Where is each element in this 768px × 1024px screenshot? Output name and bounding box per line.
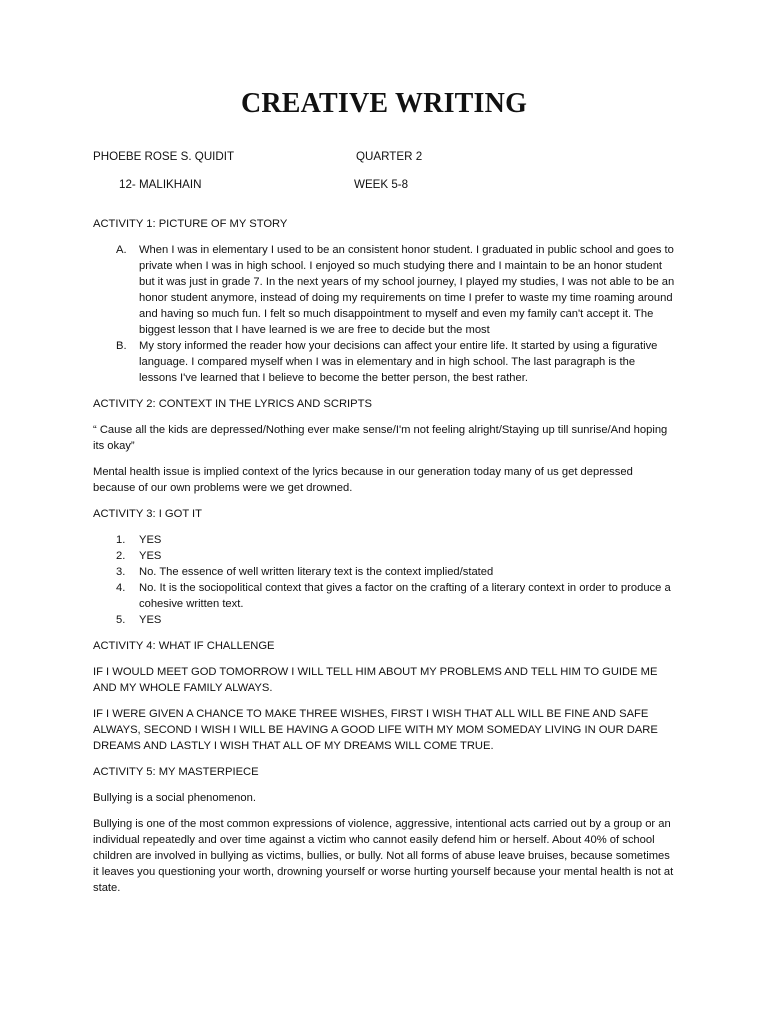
section-label: 12- MALIKHAIN [119,178,202,191]
list-marker: B. [116,340,127,352]
list-item-text: YES [139,550,162,562]
list-item [93,564,675,580]
lyrics-quote: “ Cause all the kids are depressed/Nothing ever make sense/I'm not feeling alright/Staying up till sunrise/And hoping its okay” [93,424,668,452]
activity4-paragraph: IF I WOULD MEET GOD TOMORROW I WILL TELL HIM ABOUT MY PROBLEMS AND TELL HIM TO GUIDE ME AND MY WHOLE FAMILY ALWAYS. [93,666,658,694]
list-marker: 4. [116,582,126,594]
list-item [93,338,675,386]
list-marker: 1. [116,534,126,546]
list-item [93,612,675,628]
document-title: CREATIVE WRITING [240,88,528,119]
list-item-text: YES [139,614,162,626]
student-name: PHOEBE ROSE S. QUIDIT [93,150,235,163]
list-item-text: No. The essence of well written literary text is the context implied/stated [139,566,494,578]
list-item-text: YES [139,534,162,546]
list-item-text: When I was in elementary I used to be an consistent honor student. I graduated in public school and goes to private when I was in high school. I enjoyed so much studying there and I maintain to be an honor student but it was just in grade 7. In the next years of my school journey, I played my studies, I was not able to be an honor student anymore, instead of doing my requirements on time I prefer to waste my time roaming around and having so much fun. I felt so much disappointment to myself and even my family can't accept it. The biggest lesson that I have learned is we are free to decide but the most [139,244,675,336]
list-item [93,532,675,548]
activity2-paragraph: Mental health issue is implied context of the lyrics because in our generation today many of us get depressed because of our own problems were we get drowned. [93,466,633,494]
list-item-text: My story informed the reader how your decisions can affect your entire life. It started by using a figurative language. I compared myself when I was in elementary and in high school. The last paragraph is the lessons I've learned that I believe to become the better person, the best rather. [139,340,658,384]
list-marker: 3. [116,566,126,578]
activity5-heading: ACTIVITY 5: MY MASTERPIECE [93,766,259,778]
list-item [93,242,675,338]
activity3-list [93,532,675,628]
list-marker: 2. [116,550,126,562]
week-label: WEEK 5-8 [354,178,409,191]
list-marker: A. [116,244,127,256]
activity2-heading: ACTIVITY 2: CONTEXT IN THE LYRICS AND SCRIPTS [93,398,372,410]
list-item [93,580,675,612]
activity5-paragraph: Bullying is one of the most common expressions of violence, aggressive, intentional acts carried out by a group or an individual repeatedly and over time against a victim who cannot easily defend him or herself. About 40% of school children are involved in bullying as victims, bullies, or bully. Not all forms of abuse leave bruises, because sometimes it leaves you questioning your worth, drowning yourself or worse hurting yourself because your mental health is not at state. [93,818,674,894]
document-body [93,216,675,906]
activity1-heading: ACTIVITY 1: PICTURE OF MY STORY [93,218,288,230]
list-marker: 5. [116,614,126,626]
list-item-text: No. It is the sociopolitical context that gives a factor on the crafting of a literary context in order to produce a cohesive written text. [139,582,671,610]
list-item [93,548,675,564]
activity3-heading: ACTIVITY 3: I GOT IT [93,508,202,520]
activity4-heading: ACTIVITY 4: WHAT IF CHALLENGE [93,640,275,652]
quarter-label: QUARTER 2 [356,150,423,163]
activity4-paragraph: IF I WERE GIVEN A CHANCE TO MAKE THREE WISHES, FIRST I WISH THAT ALL WILL BE FINE AND SAFE ALWAYS, SECOND I WISH I WILL BE HAVING A GOOD LIFE WITH MY MOM SOMEDAY LIVING IN OUR DARE DREAMS AND LASTLY I WISH THAT ALL OF MY DREAMS WILL COME TRUE. [93,708,658,752]
activity5-paragraph: Bullying is a social phenomenon. [93,792,256,804]
activity1-list [93,242,675,386]
